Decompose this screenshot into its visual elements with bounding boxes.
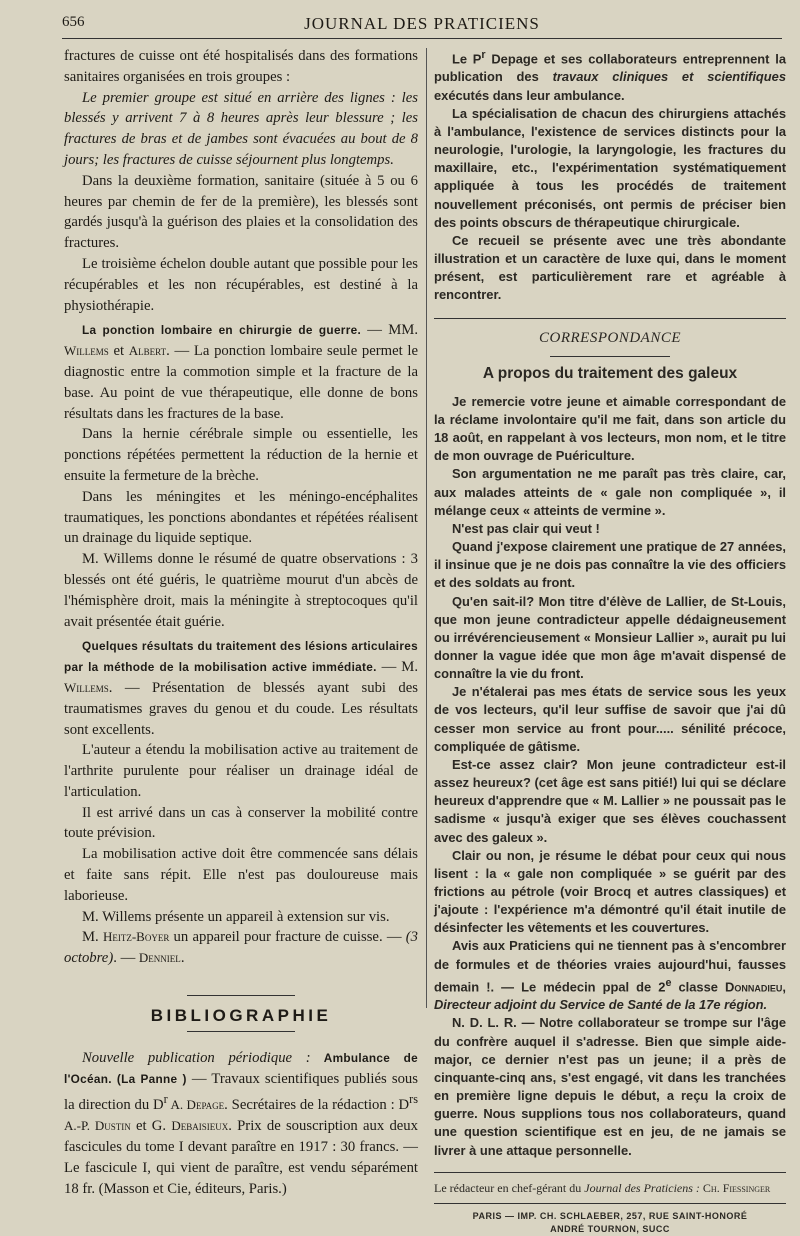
correspondance-heading: CORRESPONDANCE: [539, 330, 681, 347]
section-mobilisation-active: Quelques résultats du traitement des lésions articulaires par la méthode de la mobilisation active immédiate. — M. Willems. — Présentation de blessés ayant subi des traumatismes graves du genou et du coude. Les résultats sont excellents.: [64, 639, 418, 738]
section-rule: [434, 318, 786, 319]
editor-credit: Le rédacteur en chef-gérant du Journal des Praticiens : Ch. Fiessinger: [434, 1180, 771, 1195]
paragraph: Il est arrivé dans un cas à conserver la mobilité contre toute prévision.: [64, 804, 418, 842]
header-rule: [62, 38, 782, 39]
left-column: [64, 46, 418, 1199]
paragraph: fractures de cuisse ont été hospitalisés dans des formations sanitaires organisées en trois groupes :: [64, 48, 418, 85]
paragraph: M. Heitz-Boyer un appareil pour fracture de cuisse. — (3 octobre). — Denniel.: [64, 929, 418, 967]
paragraph: L'auteur a étendu la mobilisation active au traitement de l'arthrite purulente pour réaliser un drainage idéal de l'articulation.: [64, 742, 418, 800]
paragraph: Qu'en sait-il? Mon titre d'élève de Lallier, de St-Louis, que mon jeune contradicteur appelle dédaigneusement ou irrévérencieusement « Monsieur Lallier », aurait pu lui donner la vague idée que mon âge m'avait dispensé de connaître la vie du front.: [434, 593, 786, 682]
section-title: Quelques résultats du traitement des lésions articulaires par la méthode de la mobilisation active immédiate.: [64, 639, 418, 675]
paragraph: Avis aux Praticiens qui ne tiennent pas à s'encombrer de formules et de théories vraies aujourd'hui, fausses demain !. — Le médecin ppal de 2e classe Donnadieu, Directeur adjoint du Service de Santé de la 17e région.: [434, 938, 786, 1013]
paragraph: N'est pas clair qui veut !: [452, 520, 600, 536]
paragraph: Dans la deuxième formation, sanitaire (située à 5 ou 6 heures par chemin de fer de la première), les blessés sont gardés jusqu'à la guérison des plaies et la consolidation des fractures.: [64, 172, 418, 252]
biblio-rule-top: [187, 995, 295, 996]
printer-imprint: PARIS — IMP. CH. SCHLAEBER, 257, RUE SAINT-HONORÉ ANDRÉ TOURNON, SUCC: [472, 1210, 748, 1234]
section-ponction-lombaire: La ponction lombaire en chirurgie de guerre. — MM. Willems et Albert. — La ponction lombaire seule permet le diagnostic entre la commotion simple et la fracture de la base. Au point de vue thérapeutique, elle donne de bons résultats dans les fractures de la base.: [64, 322, 418, 422]
paragraph: La spécialisation de chacun des chirurgiens attachés à l'ambulance, l'existence de services distincts pour la neurologie, l'urologie, la laryngologie, les fractures du maxillaire, etc., l'expérimentation systématiquement appliquée à tous les procédés de traitement nouvellement préconisés, ont permis de préciser bien des points obscurs de thérapeutique chirurgicale.: [434, 105, 786, 230]
correspondance-rule: [550, 356, 670, 357]
paragraph: Dans la hernie cérébrale simple ou essentielle, les ponctions répétées permettent la réduction de la hernie et ensuite la fermeture de la brèche.: [64, 426, 418, 484]
right-column: [434, 46, 786, 1236]
paragraph: Ce recueil se présente avec une très abondante illustration et un caractère de luxe qui, dans le moment présent, est particulièrement rare et agréable à rencontrer.: [434, 232, 786, 303]
biblio-rule-bottom: [187, 1031, 295, 1032]
paragraph: Est-ce assez clair? Mon jeune contradicteur est-il assez heureux? (cet âge est sans pitié!) lui qui se déclare heureux d'apprendre que « M. Lallier » ne poussait pas le sadisme « jusqu'à exiger que ses élèves couchassent avec des galeux ».: [434, 756, 786, 845]
paragraph: Quand j'expose clairement une pratique de 27 années, il insinue que je ne dois pas connaître la vie des officiers et des soldats au front.: [434, 539, 786, 591]
paragraph: M. Willems présente un appareil à extension sur vis.: [82, 908, 390, 925]
paragraph: Le premier groupe est situé en arrière des lignes : les blessés y arrivent 7 à 8 heures après leur blessure ; les fractures de bras et de jambes sont évacuées au bout de 8 jours; les fractures de cuisse séjournent plus longtemps.: [64, 89, 418, 168]
paragraph: Le $P^r$ Depage et ses collaborateurs entreprennent la publication des travaux cliniques et scientifiques exécutés dans leur ambulance.: [434, 49, 786, 103]
article-title: A propos du traitement des galeux: [482, 364, 738, 382]
editor-note: N. D. L. R. — Notre collaborateur se trompe sur l'âge du confrère auquel il s'adresse. Bien que simple aide-major, ce dernier n'est pas un jeune; il a près de cinquante-cinq ans, s'est engagé, vit dans les tranchées en première ligne depuis le début, a reçu la croix de guerre. Nous supplions tous nos collaborateurs, quand une question scientifique est en jeu, de ne jamais se livrer à une attaque personnelle.: [434, 1015, 786, 1158]
journal-title: JOURNAL DES PRATICIENS: [304, 14, 540, 33]
page-header: [62, 10, 782, 36]
paragraph: Je n'étalerai pas mes états de service sous les yeux de vos lecteurs, qu'il leur suffise de savoir que j'ai dû cesser mon service au front pour..... sénilité précoce, compliquée de gâtisme.: [434, 684, 786, 754]
section-title: La ponction lombaire en chirurgie de guerre.: [82, 323, 362, 338]
bibliography-entry: Nouvelle publication périodique : Ambulance de l'Océan. (La Panne ) — Travaux scientifiques publiés sous la direction du $D^r$ A. Depage. Secrétaires de la rédaction : $D^{rs}$ A.-P. Dustin et G. Debaisieux. Prix de souscription aux deux fascicules du tome I devant paraître en 1917 : 30 francs. — Le fascicule I, qui vient de paraître, est vendu séparément 18 fr. (Masson et Cie, éditeurs, Paris.): [64, 1049, 419, 1197]
paragraph: Dans les méningites et les méningo-encéphalites traumatiques, les ponctions abondantes et répétées réalisent un drainage du liquide septique.: [64, 488, 418, 547]
page-number: 656: [62, 14, 85, 30]
paragraph: Le troisième échelon double autant que possible pour les récupérables et les non récupérables, est destiné à la physiothérapie.: [64, 255, 418, 314]
paragraph: Je remercie votre jeune et aimable correspondant de la réclame involontaire qu'il me fait, dans son article du 18 août, en rappelant à vos lecteurs, mon nom, et le titre de mon ouvrage de Puériculture.: [434, 393, 786, 464]
paragraph: M. Willems donne le résumé de quatre observations : 3 blessés ont été guéris, le quatrième mourut d'un abcès de l'hémisphère droit, mais la méningite à streptocoques qu'il avait présentée était guérie.: [64, 551, 418, 630]
footer-rule-2: [434, 1203, 786, 1204]
paragraph: Son argumentation ne me paraît pas très claire, car, aux malades atteints de « gale non compliquée », il mélange ceux « atteints de vermine ».: [434, 466, 786, 518]
paragraph: Clair ou non, je résume le débat pour ceux qui nous lisent : la « gale non compliquée » se guérit par des frictions au pétrole (voir Brocq et autres classiques) et j'ajoute : l'expérience m'a démontré qu'il était inutile de désinfecter les vêtements et les couvertures.: [434, 847, 786, 936]
bibliographie-heading: BIBLIOGRAPHIE: [150, 1006, 332, 1026]
footer-rule: [434, 1172, 786, 1173]
paragraph: La mobilisation active doit être commencée sans délais et faite sans répit. Elle n'est pas douloureuse mais laborieuse.: [64, 846, 418, 904]
column-divider: [426, 48, 427, 1008]
